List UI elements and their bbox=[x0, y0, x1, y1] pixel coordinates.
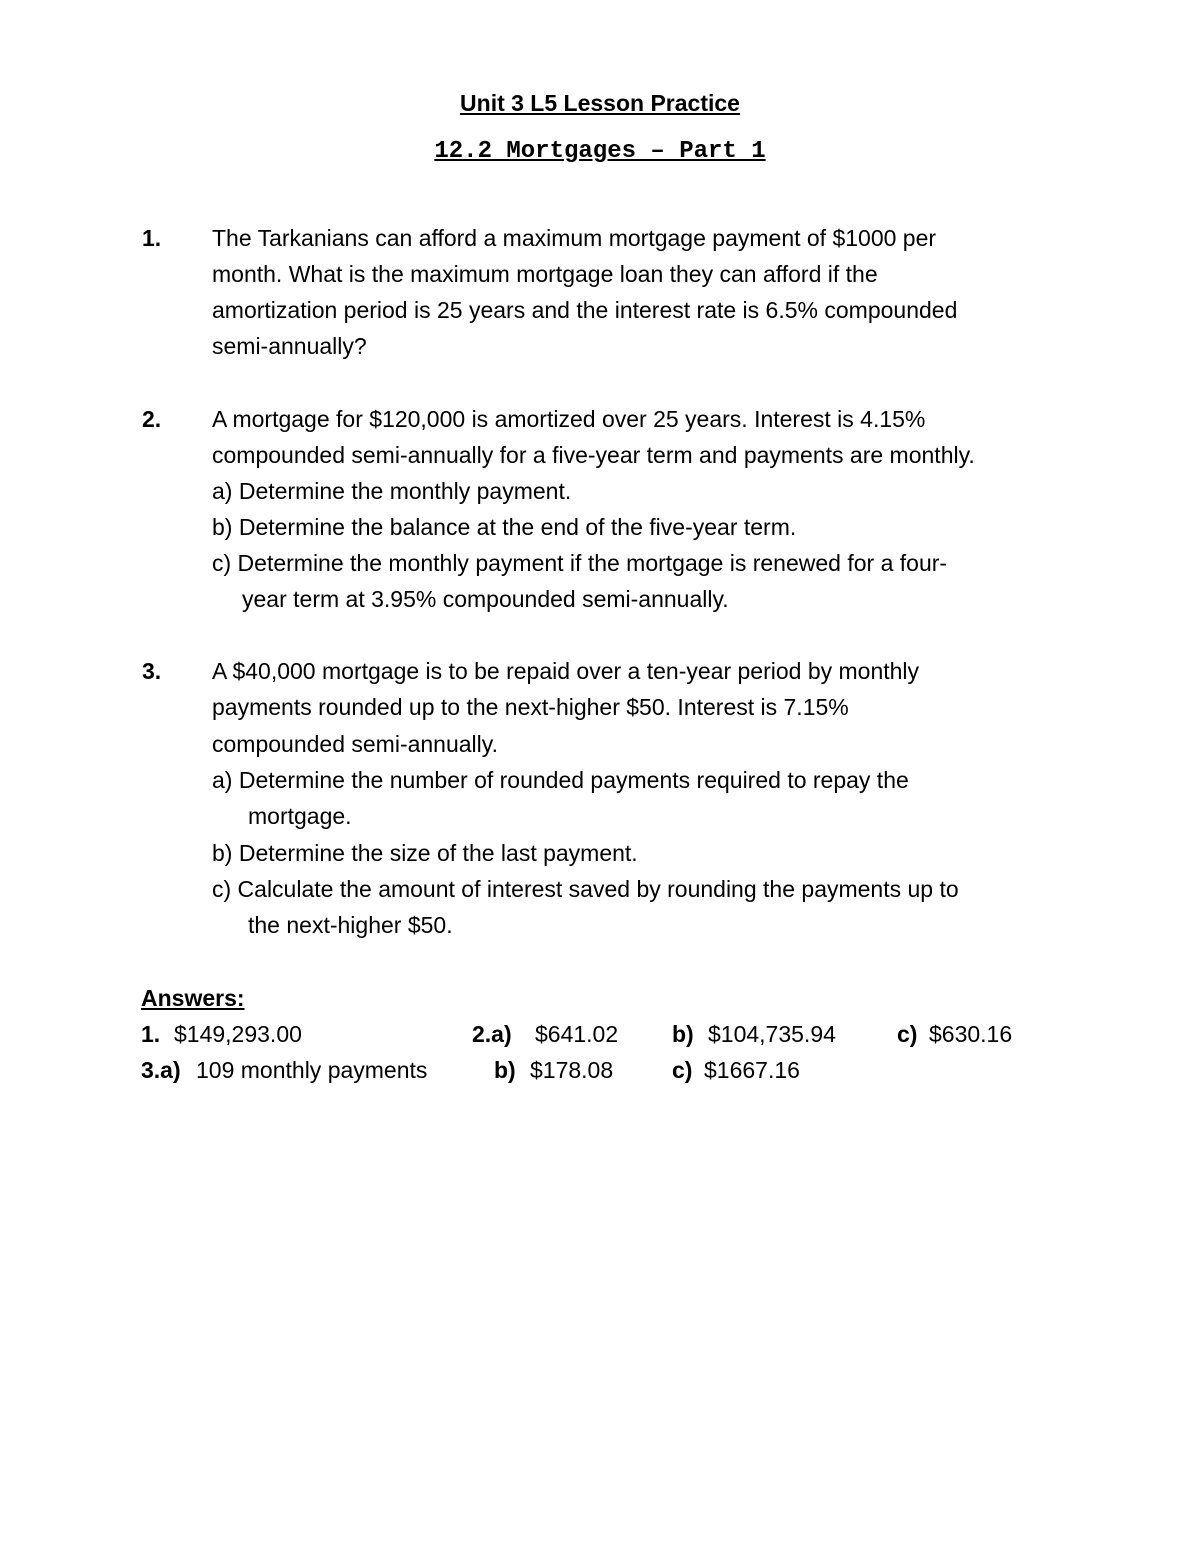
question-part-b: b) Determine the size of the last payment. bbox=[212, 840, 638, 866]
answer-value: $178.08 bbox=[530, 1057, 614, 1083]
answer-value: $149,293.00 bbox=[174, 1021, 302, 1047]
answer-label: b) bbox=[672, 1021, 694, 1047]
question-text-line: month. What is the maximum mortgage loan they can afford if the bbox=[212, 261, 878, 287]
answer-label: c) bbox=[672, 1057, 693, 1083]
answer-value: 109 monthly payments bbox=[196, 1057, 428, 1083]
question-text-line: semi-annually? bbox=[212, 333, 367, 359]
question-text-line: payments rounded up to the next-higher $50. Interest is 7.15% bbox=[212, 694, 849, 720]
page-subtitle: 12.2 Mortgages – Part 1 bbox=[434, 138, 766, 165]
question-part-a: a) Determine the monthly payment. bbox=[212, 478, 572, 504]
page-title: Unit 3 L5 Lesson Practice bbox=[460, 90, 740, 116]
question-part-c-continued: the next-higher $50. bbox=[248, 912, 453, 938]
question-part-c-continued: year term at 3.95% compounded semi-annually. bbox=[242, 586, 729, 612]
question-number: 2. bbox=[142, 406, 162, 432]
question-part-b: b) Determine the balance at the end of the five-year term. bbox=[212, 514, 797, 540]
question-part-c: c) Calculate the amount of interest saved by rounding the payments up to bbox=[212, 876, 959, 902]
answer-value: $630.16 bbox=[929, 1021, 1013, 1047]
question-part-c: c) Determine the monthly payment if the mortgage is renewed for a four- bbox=[212, 550, 948, 576]
question-text-line: compounded semi-annually. bbox=[212, 731, 498, 757]
answer-label: c) bbox=[897, 1021, 918, 1047]
answer-label: b) bbox=[494, 1057, 516, 1083]
answer-value: $641.02 bbox=[535, 1021, 619, 1047]
answer-value: $104,735.94 bbox=[708, 1021, 836, 1047]
answer-label: 3.a) bbox=[141, 1057, 181, 1083]
question-text-line: A $40,000 mortgage is to be repaid over a ten-year period by monthly bbox=[212, 658, 920, 684]
answer-label: 2.a) bbox=[472, 1021, 512, 1047]
question-text-line: compounded semi-annually for a five-year term and payments are monthly. bbox=[212, 442, 975, 468]
question-number: 1. bbox=[142, 225, 162, 251]
question-part-a: a) Determine the number of rounded payments required to repay the bbox=[212, 767, 909, 793]
question-part-a-continued: mortgage. bbox=[248, 803, 352, 829]
question-text-line: The Tarkanians can afford a maximum mortgage payment of $1000 per bbox=[212, 225, 937, 251]
question-number: 3. bbox=[142, 658, 162, 684]
answer-label: 1. bbox=[141, 1021, 161, 1047]
answer-value: $1667.16 bbox=[704, 1057, 800, 1083]
question-text-line: A mortgage for $120,000 is amortized over 25 years. Interest is 4.15% bbox=[212, 406, 926, 432]
question-text-line: amortization period is 25 years and the interest rate is 6.5% compounded bbox=[212, 297, 958, 323]
answers-heading: Answers: bbox=[141, 985, 245, 1011]
